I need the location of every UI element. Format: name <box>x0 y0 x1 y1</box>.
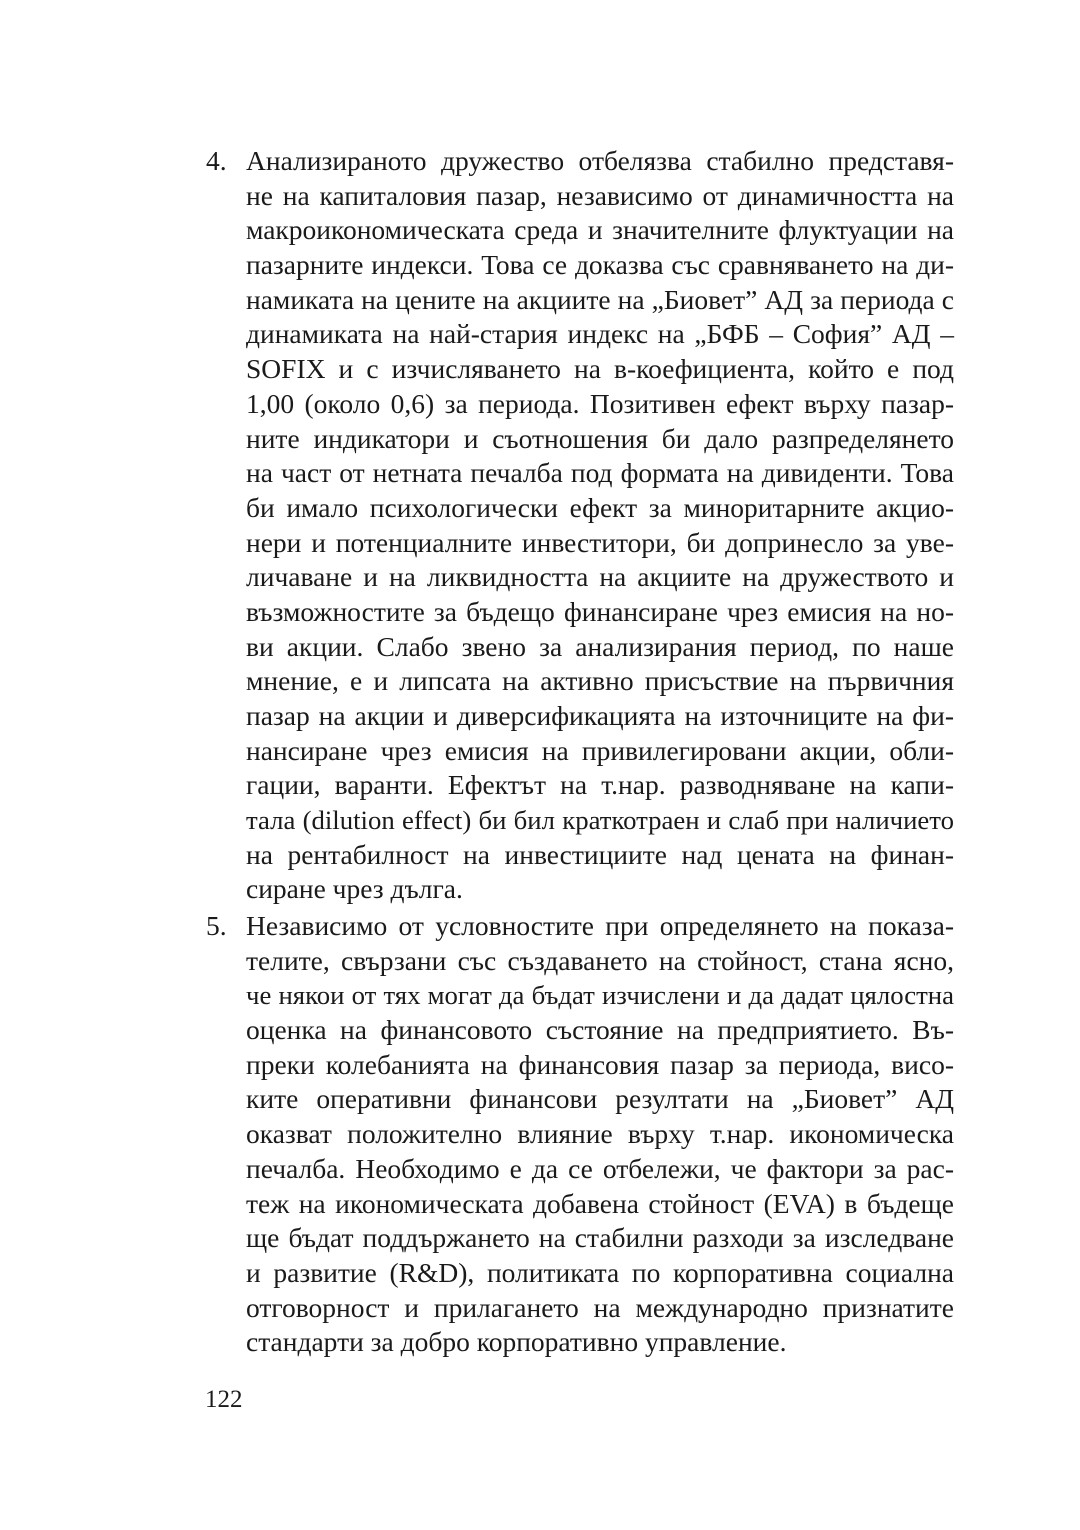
text-line: SOFIX и с изчисляването на в-коефициента, който е под <box>246 353 954 385</box>
list-item-text <box>246 144 954 907</box>
text-line: и развитие (R&D), политиката по корпоративна социална <box>246 1256 954 1288</box>
text-line: не на капиталовия пазар, независимо от динамичността на <box>246 179 954 211</box>
text-line: динамиката на най-стария индекс на „БФБ – София” АД – <box>246 318 954 350</box>
text-line: преки колебанията на финансовия пазар за периода, висо- <box>246 1048 954 1080</box>
text-line: на рентабилност на инвестициите над цената на финан- <box>246 838 954 870</box>
text-line: гации, варанти. Ефектът на т.нар. разводняване на капи- <box>246 769 954 801</box>
text-line: сиране чрез дълга. <box>246 873 463 905</box>
text-line: нансиране чрез емисия на привилегировани акции, обли- <box>246 734 954 766</box>
text-line: телите, свързани със създаването на стойност, стана ясно, <box>246 944 954 976</box>
text-line: стандарти за добро корпоративно управление. <box>246 1326 787 1358</box>
text-line: оказват положително влияние върху т.нар. икономическа <box>246 1118 954 1150</box>
text-line: нери и потенциалните инвеститори, би допринесло за уве- <box>246 526 954 558</box>
page-number: 122 <box>205 1386 243 1413</box>
text-line: пазар на акции и диверсификацията на източниците на фи- <box>246 700 954 731</box>
text-line: ви акции. Слабо звено за анализирания период, по наше <box>246 630 954 662</box>
text-line: възможностите за бъдещо финансиране чрез емисия на но- <box>246 595 954 627</box>
text-line: отговорност и прилагането на международно признатите <box>246 1291 954 1323</box>
text-line: печалба. Необходимо е да се отбележи, че фактори за рас- <box>246 1152 954 1184</box>
text-line: ките оперативни финансови резултати на „Биовет” АД <box>246 1083 954 1115</box>
text-line: тала (dilution effect) би бил краткотраен и слаб при наличието <box>246 805 954 836</box>
text-line: ще бъдат поддържането на стабилни разходи за изследване <box>246 1222 954 1254</box>
text-line: пазарните индекси. Това се доказва със сравняването на ди- <box>246 249 954 281</box>
text-line: намиката на цените на акциите на „Биовет” АД за периода с <box>246 283 954 315</box>
text-line: Анализираното дружество отбелязва стабилно представя- <box>246 145 954 176</box>
text-line: 1,00 (около 0,6) за периода. Позитивен ефект върху пазар- <box>246 387 954 419</box>
text-line: макроикономическата среда и значителните флуктуации на <box>246 214 954 246</box>
list-item-number: 4. <box>206 145 227 176</box>
text-line: че някои от тях могат да бъдат изчислени и да дадат цялостна <box>246 980 954 1011</box>
text-line: личаване и на ликвидността на акциите на дружеството и <box>246 561 954 593</box>
list-item-text <box>246 909 954 1360</box>
list-item-number: 5. <box>206 910 227 941</box>
text-line: оценка на финансовото състояние на предприятието. Въ- <box>246 1014 954 1046</box>
text-line: на част от нетната печалба под формата на дивиденти. Това <box>246 457 954 489</box>
text-line: теж на икономическата добавена стойност (EVA) в бъдеще <box>246 1187 954 1219</box>
text-line: ните индикатори и съотношения би дало разпределянето <box>246 422 954 454</box>
text-line: Независимо от условностите при определянето на показа- <box>246 910 954 941</box>
text-line: мнение, е и липсата на активно присъствие на първичния <box>246 665 954 697</box>
text-line: би имало психологически ефект за миноритарните акцио- <box>246 491 954 523</box>
